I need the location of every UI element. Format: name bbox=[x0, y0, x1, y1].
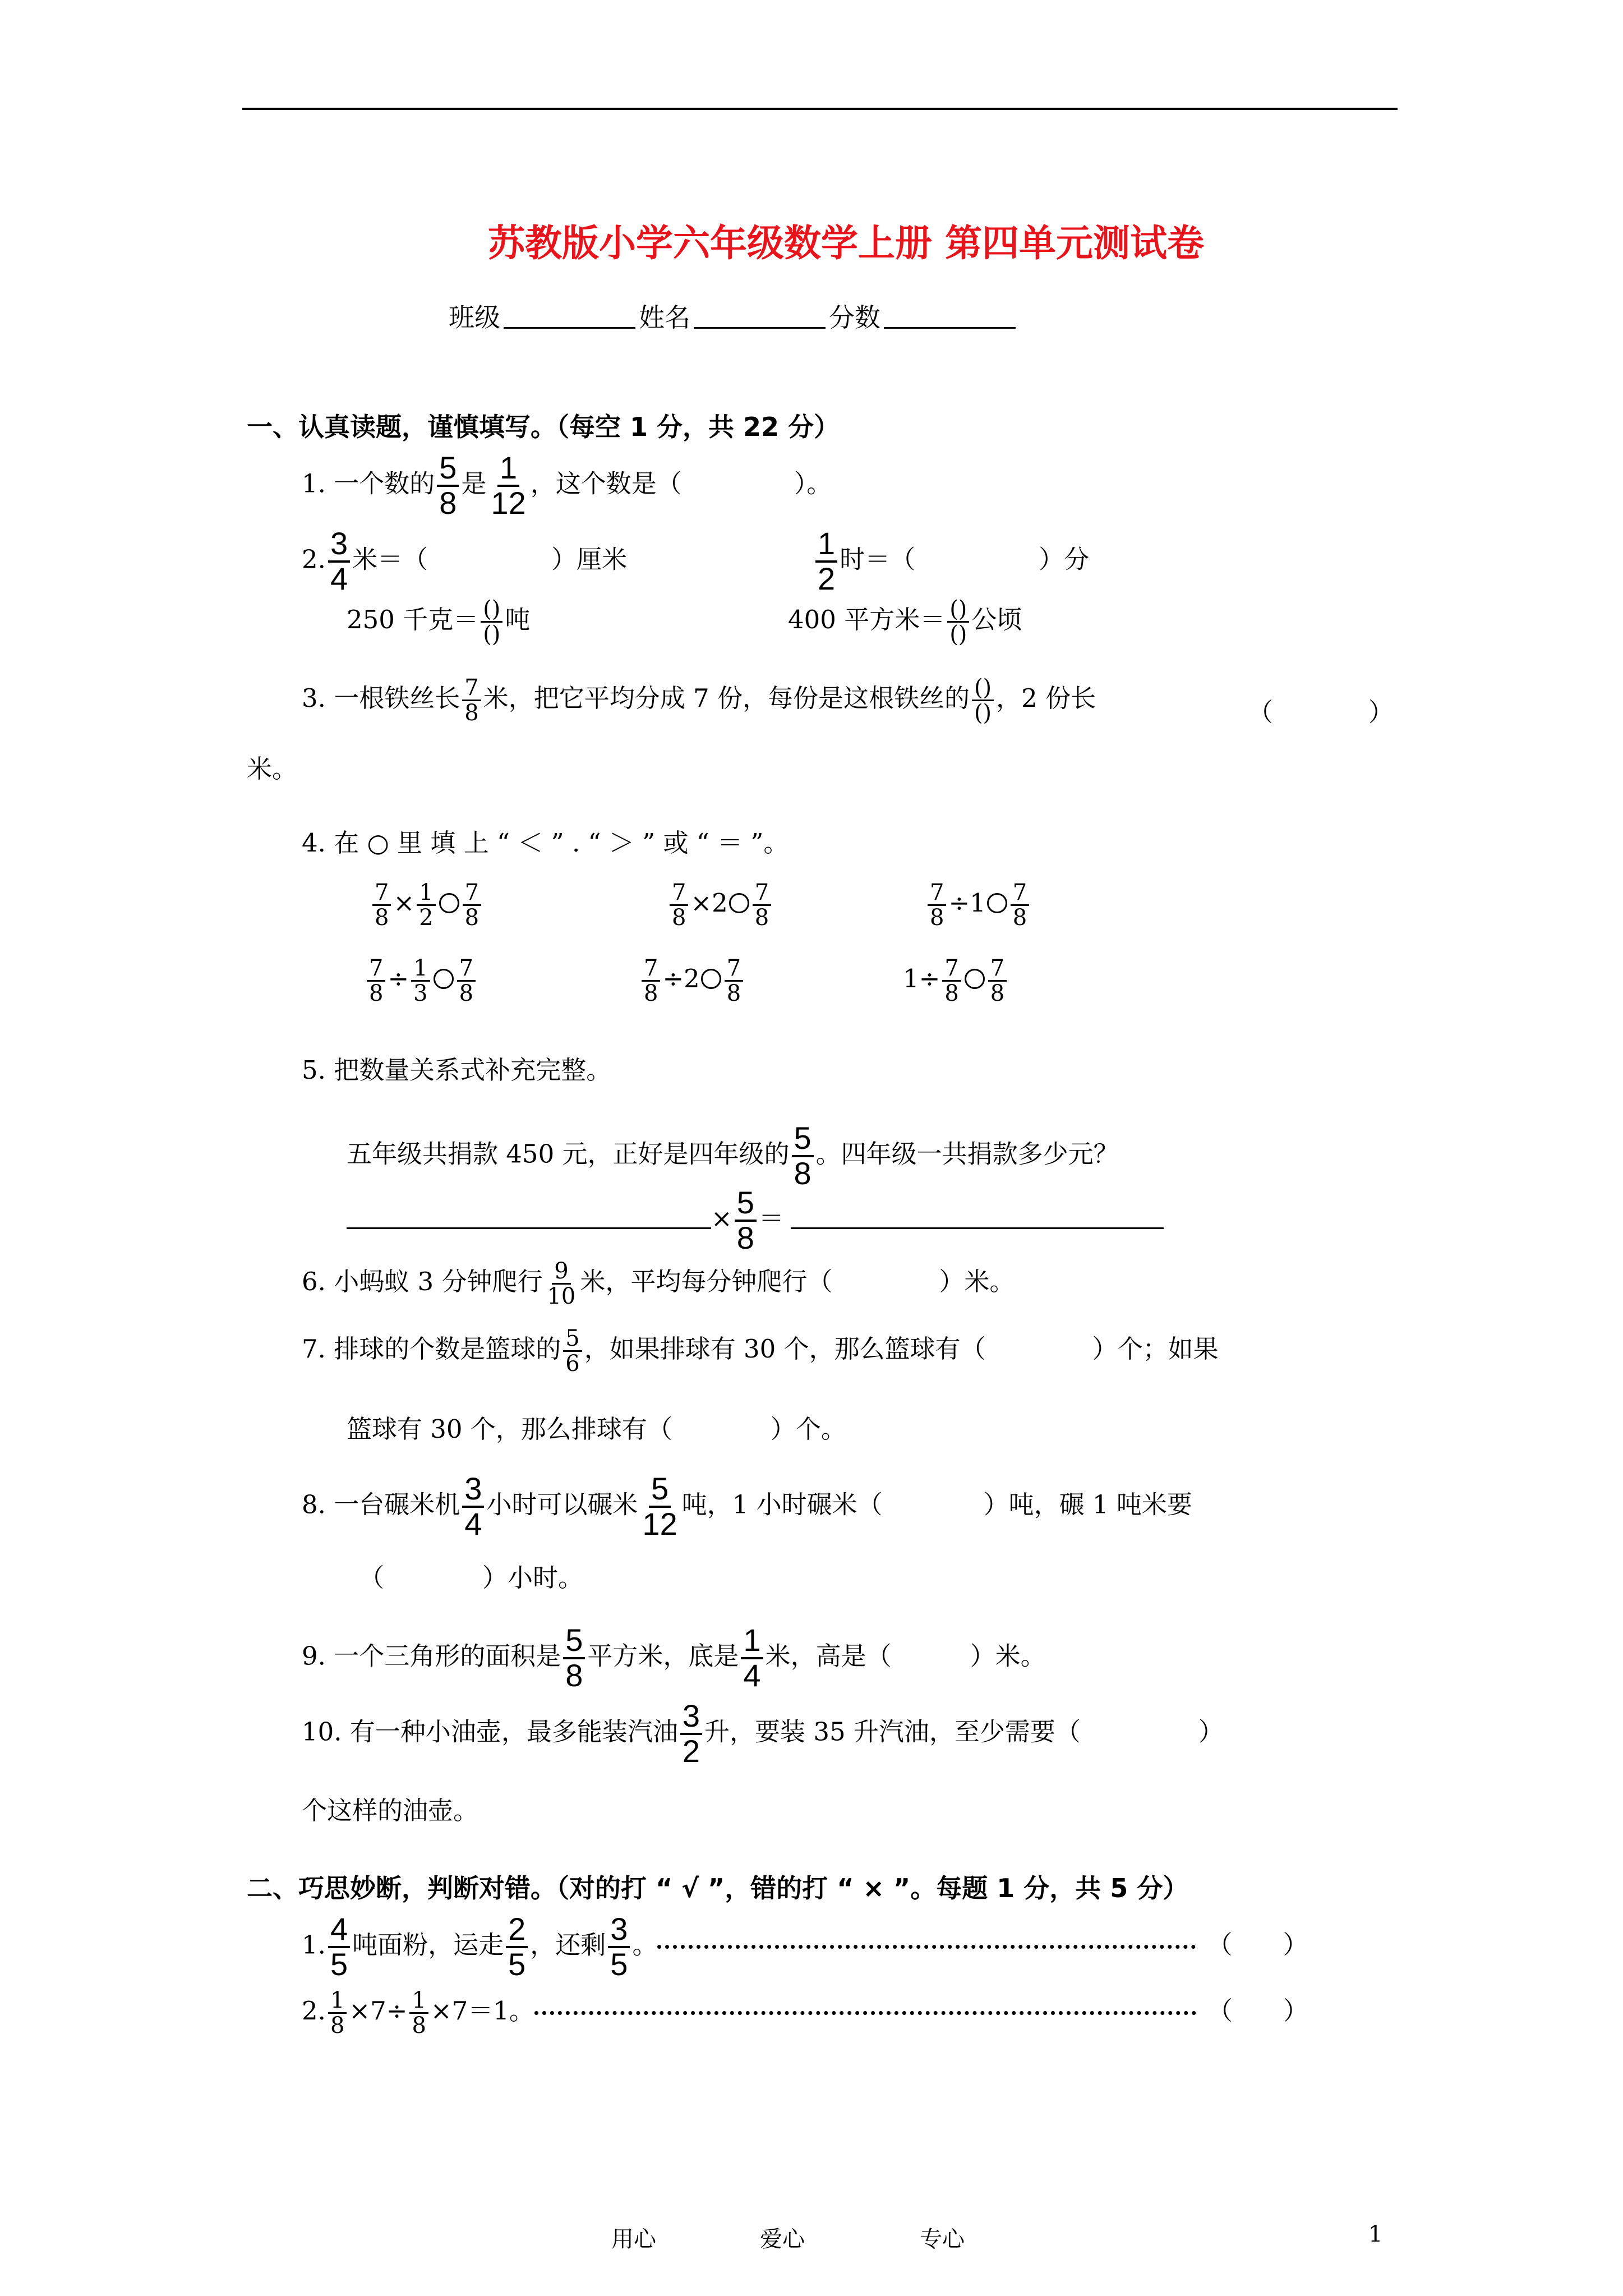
score-blank[interactable] bbox=[884, 305, 1016, 329]
blank-fraction[interactable]: () () bbox=[972, 676, 994, 725]
student-info bbox=[449, 297, 1019, 334]
blank-fraction[interactable]: () () bbox=[947, 597, 969, 646]
question-5-label: 5. 把数量关系式补充完整。 bbox=[302, 1055, 612, 1085]
question-2-part-d: 400 平方米＝ () () 公顷 bbox=[788, 596, 1022, 647]
compare-6: 1÷ $\frac{7}{8}$ $\frac{7}{8}$ bbox=[903, 956, 1009, 1005]
page-number: 1 bbox=[1368, 2221, 1383, 2247]
question-4-label: 4. 在 ○ 里 填 上 “ ＜ ” . “ ＞ ” 或 “ ＝ ”。 bbox=[302, 828, 789, 858]
footer-text-2: 爱心 bbox=[760, 2226, 805, 2252]
blank-fraction[interactable]: () () bbox=[481, 597, 502, 646]
compare-4: $\frac{7}{8}$ ÷ $\frac{1}{3}$ $\frac{7}{8}$ bbox=[365, 956, 478, 1005]
question-3-end: 米。 bbox=[247, 754, 298, 784]
header-rule bbox=[242, 108, 1398, 110]
compare-2: $\frac{7}{8}$ ×2 $\frac{7}{8}$ bbox=[667, 881, 773, 930]
question-7: 7. 排球的个数是篮球的 $\frac{5}{6}$ ，如果排球有 30 个，那么篮球有（ ）个；如果 bbox=[302, 1326, 1219, 1377]
equation-blank[interactable] bbox=[347, 1205, 711, 1229]
fraction: $\frac{1}{2}$ bbox=[815, 527, 837, 596]
judge-1: 1. $\frac{4}{5}$ 吨面粉，运走 $\frac{2}{5}$ ，还剩 $\frac{3}{5}$ 。 （ ） bbox=[302, 1911, 1308, 1982]
question-6: 6. 小蚂蚁 3 分钟爬行 $\frac{9}{10}$ 米，平均每分钟爬行（ ）米。 bbox=[302, 1258, 1015, 1309]
fraction: $\frac{3}{4}$ bbox=[328, 527, 350, 596]
compare-3: $\frac{7}{8}$ ÷1 $\frac{7}{8}$ bbox=[925, 881, 1031, 930]
question-3: 3. 一根铁丝长 $\frac{7}{8}$ 米，把它平均分成 7 份，每份是这根铁丝的 () () ，2 份长 bbox=[302, 675, 1096, 726]
section1-heading: 一、认真读题，谨慎填写。（每空 1 分，共 22 分） bbox=[247, 412, 840, 442]
compare-circle[interactable] bbox=[729, 893, 749, 913]
fraction: $\frac{1}{12}$ bbox=[491, 450, 526, 521]
compare-circle[interactable] bbox=[439, 893, 459, 913]
name-label: 姓名 bbox=[639, 302, 690, 333]
class-blank[interactable] bbox=[504, 305, 635, 329]
question-7-line2: 篮球有 30 个，那么排球有（ ）个。 bbox=[347, 1414, 846, 1444]
question-8: 8. 一台碾米机 $\frac{3}{4}$ 小时可以碾米 $\frac{5}{12}$ 吨，1 小时碾米（ ）吨，碾 1 吨米要 bbox=[302, 1471, 1192, 1542]
page-title: 苏教版小学六年级数学上册 第四单元测试卷 bbox=[488, 222, 1204, 265]
compare-circle[interactable] bbox=[701, 969, 721, 989]
question-10: 10. 有一种小油壶，最多能装汽油 $\frac{3}{2}$ 升，要装 35 升汽油，至少需要（ ） bbox=[302, 1698, 1224, 1769]
compare-1: $\frac{7}{8}$ × $\frac{1}{2}$ $\frac{7}{8}$ bbox=[370, 881, 483, 930]
compare-5: $\frac{7}{8}$ ÷2 $\frac{7}{8}$ bbox=[639, 956, 745, 1005]
score-label: 分数 bbox=[829, 302, 880, 333]
question-8-line2: （ ）小时。 bbox=[359, 1563, 584, 1593]
question-5-text: 五年级共捐款 450 元，正好是四年级的 $\frac{5}{8}$ 。四年级一共捐款多少元？ bbox=[347, 1120, 1119, 1191]
section2-heading: 二、巧思妙断，判断对错。（对的打 “ √ ”，错的打 “ × ”。每题 1 分，共 5 分） bbox=[247, 1873, 1189, 1903]
question-10-line2: 个这样的油壶。 bbox=[302, 1796, 479, 1825]
footer-text-1: 用心 bbox=[611, 2226, 656, 2252]
dot-leader bbox=[657, 1945, 1196, 1949]
name-blank[interactable] bbox=[694, 305, 826, 329]
question-2-part-b: $\frac{1}{2}$ 时＝（ ）分 bbox=[813, 527, 1089, 596]
judge-blank[interactable]: （ ） bbox=[1207, 1996, 1308, 2026]
fraction: $\frac{5}{8}$ bbox=[437, 452, 459, 520]
compare-circle[interactable] bbox=[434, 969, 454, 989]
judge-blank[interactable]: （ ） bbox=[1207, 1930, 1308, 1960]
judge-2: 2. $\frac{1}{8}$ ×7÷ $\frac{1}{8}$ ×7＝1。 （ ） bbox=[302, 1987, 1308, 2039]
question-1: 1. 一个数的 $\frac{5}{8}$ 是 $\frac{1}{12}$ ，这个数是（ ）。 bbox=[302, 450, 832, 521]
question-9: 9. 一个三角形的面积是 $\frac{5}{8}$ 平方米，底是 $\frac{1}{4}$ 米，高是（ ）米。 bbox=[302, 1622, 1046, 1693]
compare-circle[interactable] bbox=[965, 969, 985, 989]
question-2: 2. $\frac{3}{4}$ 米＝（ ）厘米 bbox=[302, 526, 628, 596]
footer-text-3: 专心 bbox=[920, 2226, 965, 2252]
class-label: 班级 bbox=[449, 302, 500, 333]
dot-leader bbox=[534, 2011, 1196, 2015]
compare-circle[interactable] bbox=[987, 893, 1007, 913]
question-5-equation: × $\frac{5}{8}$ ＝ bbox=[347, 1186, 1164, 1255]
fraction: $\frac{7}{8}$ bbox=[462, 676, 481, 725]
question-3-blank[interactable]: （ ） bbox=[1248, 697, 1394, 727]
question-2-part-c: 250 千克＝ () () 吨 bbox=[347, 596, 531, 647]
equation-blank[interactable] bbox=[791, 1205, 1164, 1229]
